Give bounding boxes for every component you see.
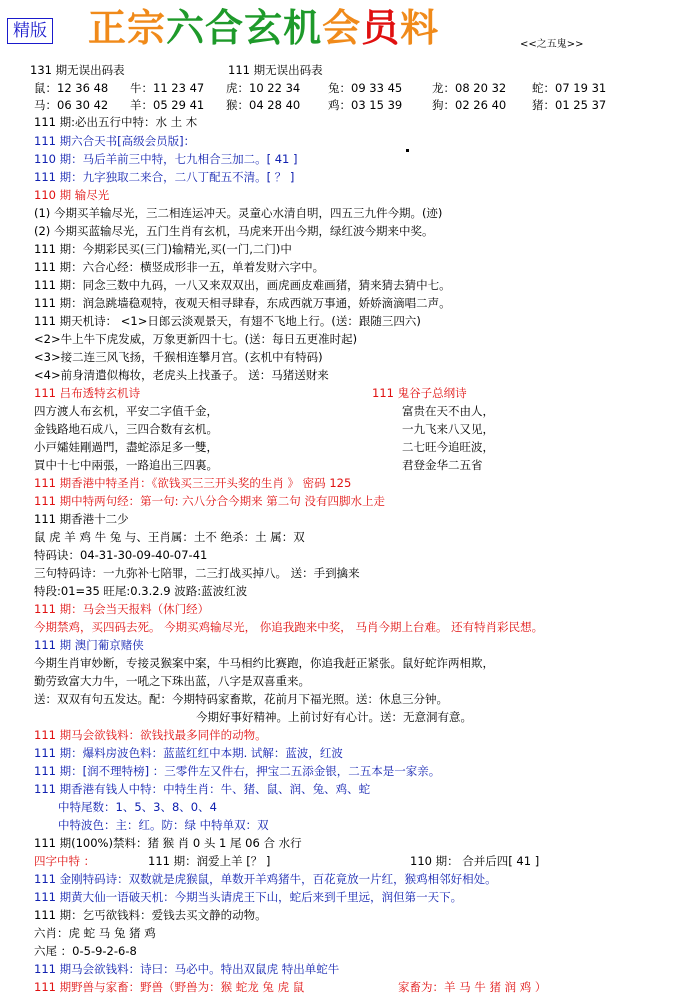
zodiac-table-title-right: 111 期无误出码表 <box>228 63 323 77</box>
zodiac-dog: 狗：02 26 40 <box>432 98 507 112</box>
four-word-110-line: 110 期： 合并后四[ 41 ] <box>410 854 540 868</box>
liuhe-tianshu-heading: 111 期六合天书[高级会员版]： <box>34 134 196 148</box>
stray-dot <box>406 149 409 152</box>
five-elements-line: 111 期:必出五行中特：水 土 木 <box>34 115 198 129</box>
special-code-formula: 特码诀：04-31-30-09-40-07-41 <box>34 548 208 562</box>
huang-daxian-line: 111 期黄大仙一语破天机：今期当头请虎王下山，蛇后来到千里远，润但第一天下。 <box>34 890 463 904</box>
tianji-poem-line-1: 111 期天机诗： <1>日郎云淡观景天，有翅不飞地上行。(送：跟随三四六) <box>34 314 421 328</box>
two-sentence-line: 111 期中特两句经：第一句: 六八分合今期来 第二句 没有四脚水上走 <box>34 494 385 508</box>
macau-gambler-heading: 111 期 澳门葡京赌侠 <box>34 638 144 652</box>
jingang-poem-line: 111 金刚特码诗：双数就是虎猴鼠，单数开羊鸡猪牛，百花竟放一片红，猴鸡相邻好相处。 <box>34 872 497 886</box>
nine-codes-line: 111 期：同念三数中九码，一八又来双双出，画虎画皮难画猪，猜来猜去猜中七。 <box>34 278 451 292</box>
macau-gambler-line-1: 今期生肖审妙断，专接灵猴案中案，牛马相约比赛跑，你追我赶正紧张。鼠好蛇诈两相欺， <box>34 656 494 670</box>
guiguzi-poem-line-1: 富贵在天不由人， <box>402 404 494 418</box>
title-char: 宗 <box>127 5 167 50</box>
liuhe-heart-sutra-line: 111 期：六合心经：横竖成形非一五，单着发财六字中。 <box>34 260 325 274</box>
zodiac-horse: 马：06 30 42 <box>34 98 109 112</box>
runbuli-line: 111 期：[润不理特榜] ：三零件左又件右，押宝二五添金银，二五本是一家亲。 <box>34 764 441 778</box>
three-sentence-poem: 三句特码诗：一九弥补七陪罪，二三打战买掉八。 送：手到擒来 <box>34 566 360 580</box>
zodiac-rooster: 鸡：03 15 39 <box>328 98 403 112</box>
zodiac-pig: 猪：01 25 37 <box>532 98 607 112</box>
livestock-list: 家畜为：羊 马 牛 猪 润 鸡 ） <box>398 980 547 994</box>
horse-must-hit-line: 111 期马会欲钱料：诗曰：马必中。特出双鼠虎 特出单蛇牛 <box>34 962 340 976</box>
zodiac-rabbit: 兔：09 33 45 <box>328 81 403 95</box>
most-companions-line: 111 期马会欲钱料：欲钱找最多同伴的动物。 <box>34 728 267 742</box>
zodiac-rat: 鼠：12 36 48 <box>34 81 109 95</box>
page-title <box>88 4 439 52</box>
tianji-poem-line-3: <3>接二连三风飞扬，千猴相连攀月宫。(玄机中有特码) <box>34 350 323 364</box>
tianji-poem-line-4: <4>前身清遣似梅妆，老虎头上找蚤子。 送：马猪送财来 <box>34 368 329 382</box>
lvbu-poem-line-2: 金钱路地石成八，三四合数有玄机。 <box>34 422 218 436</box>
title-char: 会 <box>322 5 362 50</box>
tianshu-line-111: 111 期：九字独取二来合，二八丁配五不清。[ ？ ] <box>34 170 295 184</box>
four-word-111-line: 111 期：润爱上羊 [？ ] <box>148 854 271 868</box>
edition-badge: 精版 <box>7 18 53 44</box>
macau-gambler-line-2: 勤劳致富大力牛，一吼之下珠出蓝，八字是双喜重来。 <box>34 674 310 688</box>
page-subtitle: <<之五鬼>> <box>520 39 584 50</box>
six-tails-line: 六尾 ：0-5-9-2-6-8 <box>34 944 137 958</box>
special-segment-line: 特段:01=35 旺尾:0.3.2.9 波路:蓝波红波 <box>34 584 248 598</box>
guiguzi-poem-line-2: 一九飞来八又见， <box>402 422 494 436</box>
macau-gambler-line-4: 今期好事好精神。上前讨好有心计。送：无意洞有意。 <box>196 710 472 724</box>
title-char: 合 <box>205 5 245 50</box>
wave-color-line: 111 期：爆料房波色料：蓝蓝红红中本期. 试解：蓝波，红波 <box>34 746 343 760</box>
zodiac-tiger: 虎：10 22 34 <box>226 81 301 95</box>
title-char: 员 <box>361 5 401 50</box>
three-gates-line: 111 期：今期彩民买(三门)输精光,买(一门,二门)中 <box>34 242 292 256</box>
watch-special-line: 111 期：润急跳墙稳观特，夜观天相寻肆春，东成西就万事通，娇娇滴滴唱二声。 <box>34 296 451 310</box>
tianshu-line-110: 110 期：马后羊前三中特，七九相合三加二。[ 41 ] <box>34 152 298 166</box>
zodiac-ox: 牛：11 23 47 <box>130 81 205 95</box>
title-char: 正 <box>88 5 128 50</box>
zodiac-monkey: 猴：04 28 40 <box>226 98 301 112</box>
guiguzi-poem-heading: 111 鬼谷子总纲诗 <box>372 386 467 400</box>
title-char: 料 <box>400 5 440 50</box>
title-char: 机 <box>283 5 323 50</box>
beasts-and-livestock-line: 111 期野兽与家畜：野兽（野兽为：猴 蛇龙 兔 虎 鼠 <box>34 980 305 994</box>
title-char: 玄 <box>244 5 284 50</box>
macau-gambler-line-3: 送：双双有句五发达。配：今期特码家畜欺，花前月下福光照。送：休息三分钟。 <box>34 692 448 706</box>
beggar-line: 111 期：乞丐欲钱料：爱钱去买文静的动物。 <box>34 908 267 922</box>
lose-all-line-2: (2) 今期买蓝输尽光，五门生肖有玄机，马虎来开出今期，绿红波今期来中奖。 <box>34 224 434 238</box>
lose-all-heading: 110 期 输尽光 <box>34 188 110 202</box>
hk-twelve-line: 鼠 虎 羊 鸡 牛 兔 与、王肖属：土不 绝杀：土 属：双 <box>34 530 305 544</box>
zodiac-snake: 蛇：07 19 31 <box>532 81 607 95</box>
special-wave-color: 中特波色：主：红。防：绿 中特单双：双 <box>58 818 269 832</box>
lose-all-line-1: (1) 今期买羊输尽光，三二相连运冲天。灵童心水清自明，四五三九件今期。(迹) <box>34 206 443 220</box>
special-tail-numbers: 中特尾数：1、5、3、8、0、4 <box>58 800 217 814</box>
zodiac-table-title-left: 131 期无误出码表 <box>30 63 125 77</box>
hk-rich-heading: 111 期香港有钱人中特：中特生肖：牛、猪、鼠、润、兔、鸡、蛇 <box>34 782 371 796</box>
six-zodiacs-line: 六肖：虎 蛇 马 兔 猪 鸡 <box>34 926 156 940</box>
lvbu-poem-heading: 111 吕布透特玄机诗 <box>34 386 141 400</box>
zodiac-goat: 羊：05 29 41 <box>130 98 205 112</box>
zodiac-dragon: 龙：08 20 32 <box>432 81 507 95</box>
lvbu-poem-line-1: 四方渡人布玄机，平安二字值千金， <box>34 404 218 418</box>
four-word-special-label: 四字中特 ： <box>34 854 96 868</box>
xiumen-line: 今期禁鸡，买四码去死。 今期买鸡输尽光， 你追我跑来中奖， 马肖今期上台难。 还有特肖彩民想。 <box>34 620 544 634</box>
guiguzi-poem-line-3: 二七旺今追旺波， <box>402 440 494 454</box>
hk-sacred-zodiac-line: 111 期香港中特圣肖：《欲钱买三三开头奖的生肖 》 密码 125 <box>34 476 352 490</box>
lvbu-poem-line-3: 小戸孀娃剛過門，盡蛇添足多一雙， <box>34 440 218 454</box>
hk-twelve-heading: 111 期香港十二少 <box>34 512 129 526</box>
xiumen-heading: 111 期：马会当天报料（休门经） <box>34 602 210 616</box>
tianji-poem-line-2: <2>牛上牛下虎发威，万象更新四十七。(送：每日五更准时起) <box>34 332 358 346</box>
title-char: 六 <box>166 5 206 50</box>
guiguzi-poem-line-4: 君登金华二五省 <box>402 458 483 472</box>
forbidden-line: 111 期(100%)禁料：猪 猴 肖 0 头 1 尾 06 合 水行 <box>34 836 302 850</box>
lvbu-poem-line-4: 買中十七中兩張，一路追出三四裏。 <box>34 458 218 472</box>
